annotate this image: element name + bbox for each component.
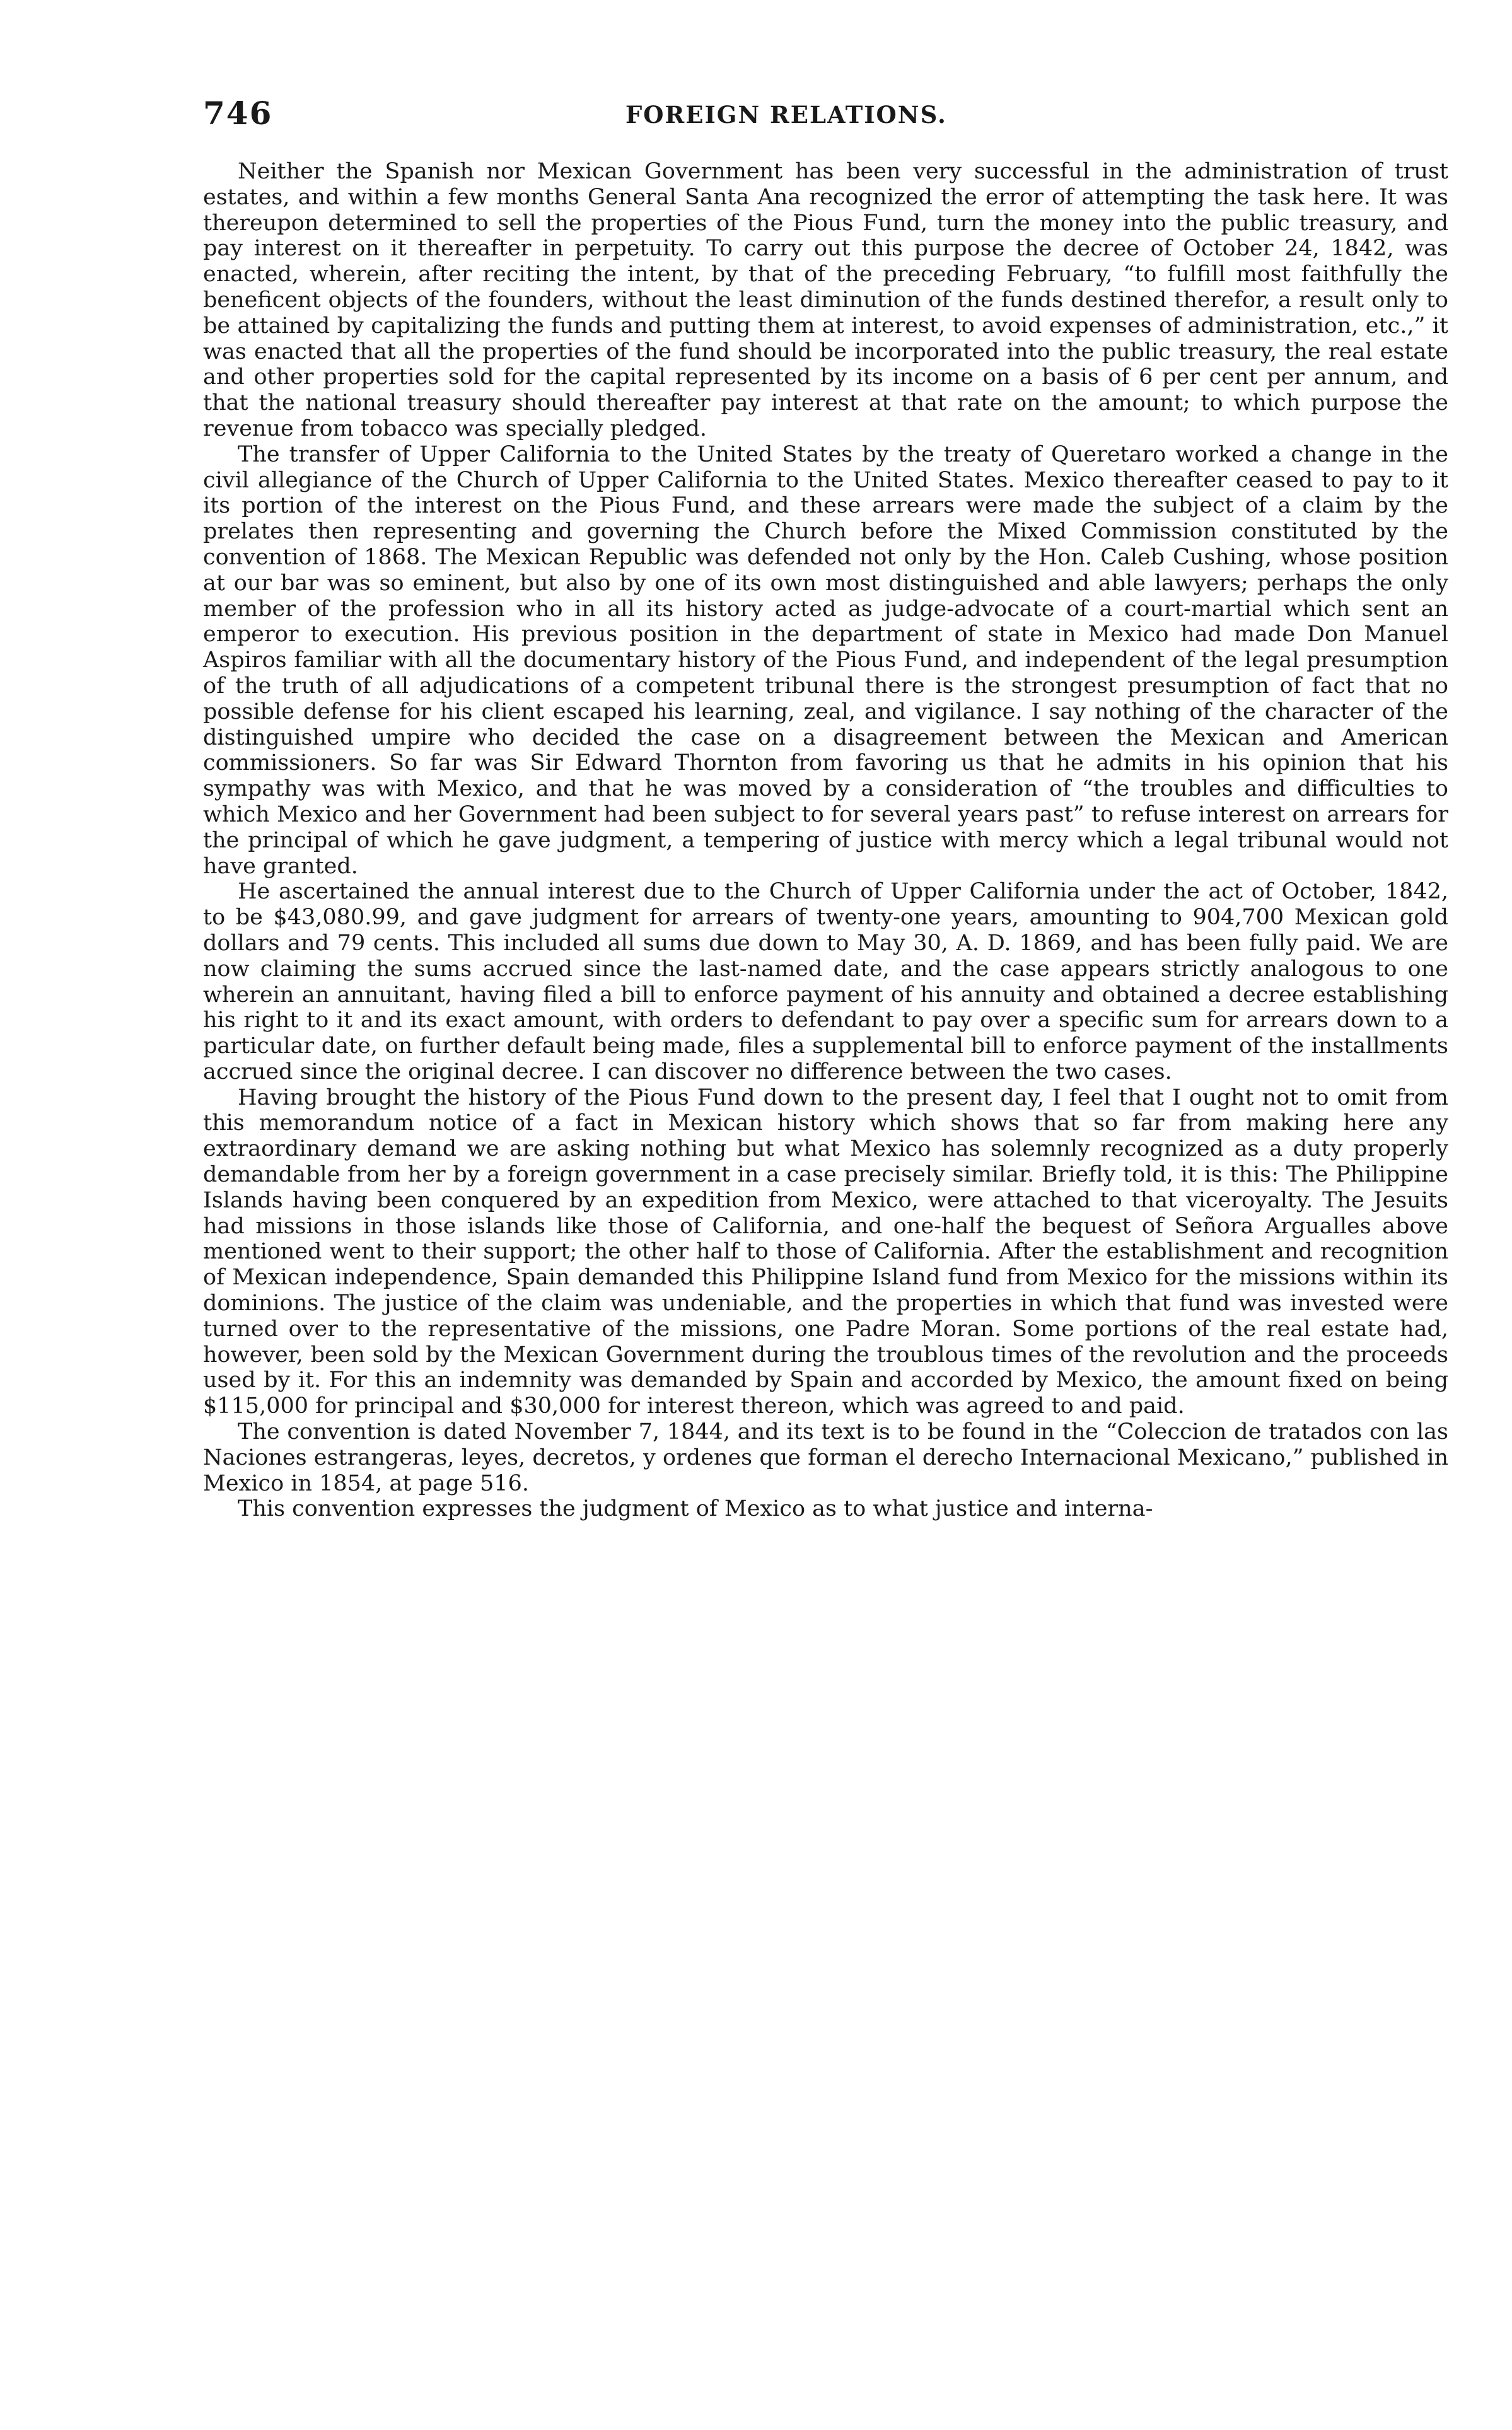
- page-number: 746: [203, 95, 273, 132]
- body-text: [203, 159, 1448, 1522]
- paragraph: He ascertained the annual interest due to the Church of Upper California under the act of October, 1842, to be $43,080.99, and gave judgment for arrears of twenty-one years, amounting to 904,700 Mexican gold dollars and 79 cents. This included all sums due down to May 30, A. D. 1869, and has been fully paid. We are now claiming the sums accrued since the last-named date, and the case appears strictly analogous to one wherein an annuitant, having filed a bill to enforce payment of his annuity and obtained a decree establishing his right to it and its exact amount, with orders to defendant to pay over a specific sum for arrears down to a particular date, on further default being made, files a supplemental bill to enforce payment of the installments accrued since the original decree. I can discover no difference between the two cases.: [203, 879, 1448, 1084]
- page-header: [203, 95, 1451, 145]
- paragraph: Having brought the history of the Pious Fund down to the present day, I feel that I ought not to omit from this memorandum notice of a fact in Mexican history which shows that so far from making here any extraordinary demand we are asking nothing but what Mexico has solemnly recognized as a duty properly demandable from her by a foreign government in a case precisely similar. Briefly told, it is this: The Philippine Islands having been conquered by an expedition from Mexico, were attached to that viceroyalty. The Jesuits had missions in those islands like those of California, and one-half the bequest of Señora Argualles above mentioned went to their support; the other half to those of California. After the establishment and recognition of Mexican independence, Spain demanded this Philippine Island fund from Mexico for the missions within its dominions. The justice of the claim was undeniable, and the properties in which that fund was invested were turned over to the representative of the missions, one Padre Moran. Some portions of the real estate had, however, been sold by the Mexican Government during the troublous times of the revolution and the proceeds used by it. For this an indemnity was demanded by Spain and accorded by Mexico, the amount fixed on being $115,000 for principal and $30,000 for interest thereon, which was agreed to and paid.: [203, 1084, 1448, 1419]
- paragraph: This convention expresses the judgment of Mexico as to what justice and interna-: [238, 1496, 1153, 1522]
- running-head: FOREIGN RELATIONS.: [625, 101, 947, 129]
- paragraph: Neither the Spanish nor Mexican Government has been very successful in the administration of trust estates, and within a few months General Santa Ana recognized the error of attempting the task here. It was thereupon determined to sell the properties of the Pious Fund, turn the money into the public treasury, and pay interest on it thereafter in perpetuity. To carry out this purpose the decree of October 24, 1842, was enacted, wherein, after reciting the intent, by that of the preceding February, “to fulfill most faithfully the beneficent objects of the founders, without the least diminution of the funds destined therefor, a result only to be attained by capitalizing the funds and putting them at interest, to avoid expenses of administration, etc.,” it was enacted that all the properties of the fund should be incorporated into the public treasury, the real estate and other properties sold for the capital represented by its income on a basis of 6 per cent per annum, and that the national treasury should thereafter pay interest at that rate on the amount; to which purpose the revenue from tobacco was specially pledged.: [203, 159, 1448, 441]
- paragraph: The convention is dated November 7, 1844, and its text is to be found in the “Coleccion de tratados con las Naciones estrangeras, leyes, decretos, y ordenes que forman el derecho Internacional Mexicano,” published in Mexico in 1854, at page 516.: [203, 1419, 1448, 1496]
- paragraph: The transfer of Upper California to the United States by the treaty of Queretaro worked a change in the civil allegiance of the Church of Upper California to the United States. Mexico thereafter ceased to pay to it its portion of the interest on the Pious Fund, and these arrears were made the subject of a claim by the prelates then representing and governing the Church before the Mixed Commission constituted by the convention of 1868. The Mexican Republic was defended not only by the Hon. Caleb Cushing, whose position at our bar was so eminent, but also by one of its own most distinguished and able lawyers; perhaps the only member of the profession who in all its history acted as judge-advocate of a court-martial which sent an emperor to execution. His previous position in the department of state in Mexico had made Don Manuel Aspiros familiar with all the documentary history of the Pious Fund, and independent of the legal presumption of the truth of all adjudications of a competent tribunal there is the strongest presumption of fact that no possible defense for his client escaped his learning, zeal, and vigilance. I say nothing of the character of the distinguished umpire who decided the case on a disagreement between the Mexican and American commissioners. So far was Sir Edward Thornton from favoring us that he admits in his opinion that his sympathy was with Mexico, and that he was moved by a consideration of “the troubles and difficulties to which Mexico and her Government had been subject to for several years past” to refuse interest on arrears for the principal of which he gave judgment, a tempering of justice with mercy which a legal tribunal would not have granted.: [203, 441, 1448, 879]
